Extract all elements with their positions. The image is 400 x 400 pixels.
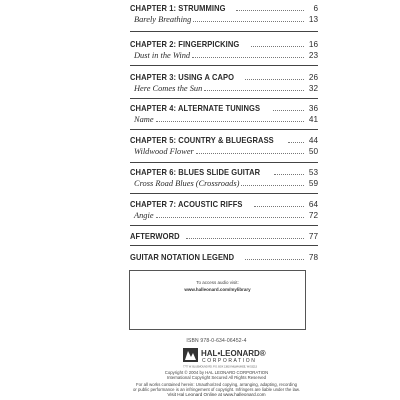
leader-dots bbox=[156, 121, 304, 122]
chapter-page-number: 16 bbox=[308, 40, 318, 49]
toc-entry-chapter-4 bbox=[130, 102, 318, 124]
hal-leonard-logo-icon bbox=[183, 347, 271, 369]
chapter-title: CHAPTER 5: COUNTRY & BLUEGRASS bbox=[130, 136, 274, 145]
toc-entry-afterword bbox=[130, 230, 318, 241]
chapter-page-number: 53 bbox=[308, 168, 318, 177]
leader-dots bbox=[245, 259, 304, 260]
chapter-title: CHAPTER 6: BLUES SLIDE GUITAR bbox=[130, 168, 261, 177]
chapter-page-number: 36 bbox=[308, 104, 318, 113]
song-row[interactable] bbox=[130, 209, 318, 220]
song-title: Wildwood Flower bbox=[134, 147, 194, 156]
chapter-title: CHAPTER 7: ACOUSTIC RIFFS bbox=[130, 200, 243, 209]
audio-access-box bbox=[129, 270, 306, 330]
leader-dots bbox=[274, 174, 305, 175]
chapter-row[interactable] bbox=[130, 102, 318, 113]
chapter-page-number: 78 bbox=[308, 253, 318, 262]
song-page-number: 13 bbox=[308, 15, 318, 24]
chapter-title: CHAPTER 2: FINGERPICKING bbox=[130, 40, 240, 49]
toc-entry-chapter-5 bbox=[130, 134, 318, 156]
leader-dots bbox=[254, 206, 304, 207]
chapter-page-number: 44 bbox=[308, 136, 318, 145]
song-page-number: 41 bbox=[308, 115, 318, 124]
divider bbox=[130, 129, 318, 130]
leader-dots bbox=[192, 57, 304, 58]
chapter-page-number: 77 bbox=[308, 232, 318, 241]
chapter-row[interactable] bbox=[130, 251, 318, 262]
divider bbox=[130, 31, 318, 32]
leader-dots bbox=[273, 110, 304, 111]
song-page-number: 50 bbox=[308, 147, 318, 156]
divider bbox=[130, 245, 318, 246]
toc-entry-chapter-1 bbox=[130, 2, 318, 24]
chapter-title: GUITAR NOTATION LEGEND bbox=[130, 253, 235, 262]
hal-leonard-logo bbox=[183, 347, 271, 369]
song-row[interactable] bbox=[130, 13, 318, 24]
chapter-row[interactable] bbox=[130, 38, 318, 49]
leader-dots bbox=[193, 21, 304, 22]
toc-entry-chapter-2 bbox=[130, 38, 318, 60]
legal-notice-line-2: or public performance is an infringement of copyright. Infringers are liable under the law. bbox=[133, 387, 300, 392]
chapter-page-number: 6 bbox=[313, 4, 318, 13]
leader-dots bbox=[204, 90, 304, 91]
logo-subtitle: CORPORATION bbox=[202, 358, 257, 364]
leader-dots bbox=[288, 142, 304, 143]
toc-entry-notation-legend bbox=[130, 251, 318, 262]
chapter-title: AFTERWORD bbox=[130, 232, 180, 241]
toc-entry-chapter-7 bbox=[130, 198, 318, 220]
legal-notice-line-1: For all works contained herein: Unauthorized copying, arranging, adapting, recording bbox=[136, 382, 297, 387]
song-page-number: 59 bbox=[308, 179, 318, 188]
song-row[interactable] bbox=[130, 113, 318, 124]
toc-entry-chapter-6 bbox=[130, 166, 318, 188]
divider bbox=[130, 65, 318, 66]
publisher-website[interactable]: Visit Hal Leonard Online at www.halleonard.com bbox=[167, 392, 266, 397]
leader-dots bbox=[236, 10, 304, 11]
audio-access-label: To access audio visit: bbox=[196, 280, 239, 285]
chapter-page-number: 64 bbox=[308, 200, 318, 209]
song-title: Barely Breathing bbox=[134, 15, 192, 24]
chapter-title: CHAPTER 4: ALTERNATE TUNINGS bbox=[130, 104, 261, 113]
rights-line: International Copyright Secured All Rights Reserved bbox=[166, 375, 267, 380]
leader-dots bbox=[251, 46, 304, 47]
logo-wordmark: HAL•LEONARD® bbox=[201, 349, 266, 358]
chapter-title: CHAPTER 1: STRUMMING bbox=[130, 4, 226, 13]
leader-dots bbox=[196, 153, 304, 154]
chapter-row[interactable] bbox=[130, 71, 318, 82]
song-page-number: 23 bbox=[308, 51, 318, 60]
toc-entry-chapter-3 bbox=[130, 71, 318, 93]
chapter-row[interactable] bbox=[130, 230, 318, 241]
song-title: Angie bbox=[134, 211, 154, 220]
leader-dots bbox=[241, 185, 304, 186]
song-title: Dust in the Wind bbox=[134, 51, 191, 60]
divider bbox=[130, 98, 318, 99]
chapter-row[interactable] bbox=[130, 198, 318, 209]
song-title: Cross Road Blues (Crossroads) bbox=[134, 179, 240, 188]
leader-dots bbox=[186, 238, 304, 239]
song-row[interactable] bbox=[130, 49, 318, 60]
song-row[interactable] bbox=[130, 145, 318, 156]
chapter-title: CHAPTER 3: USING A CAPO bbox=[130, 73, 235, 82]
leader-dots bbox=[245, 79, 304, 80]
song-title: Name bbox=[134, 115, 154, 124]
publisher-address: 7777 W. BLUEMOUND RD. P.O. BOX 13819 MILWAUKEE, WI 53213 bbox=[183, 365, 257, 369]
divider bbox=[130, 225, 318, 226]
chapter-row[interactable] bbox=[130, 134, 318, 145]
song-page-number: 72 bbox=[308, 211, 318, 220]
song-row[interactable] bbox=[130, 82, 318, 93]
song-title: Here Comes the Sun bbox=[134, 84, 203, 93]
divider bbox=[130, 162, 318, 163]
song-row[interactable] bbox=[130, 177, 318, 188]
copyright-line: Copyright © 2004 by HAL LEONARD CORPORATION bbox=[164, 370, 269, 375]
audio-access-url[interactable]: www.halleonard.com/mylibrary bbox=[184, 287, 251, 292]
song-page-number: 32 bbox=[308, 84, 318, 93]
chapter-row[interactable] bbox=[130, 166, 318, 177]
divider bbox=[130, 193, 318, 194]
leader-dots bbox=[156, 217, 304, 218]
isbn-number: ISBN 978-0-634-06452-4 bbox=[186, 338, 247, 344]
chapter-page-number: 26 bbox=[308, 73, 318, 82]
chapter-row[interactable] bbox=[130, 2, 318, 13]
